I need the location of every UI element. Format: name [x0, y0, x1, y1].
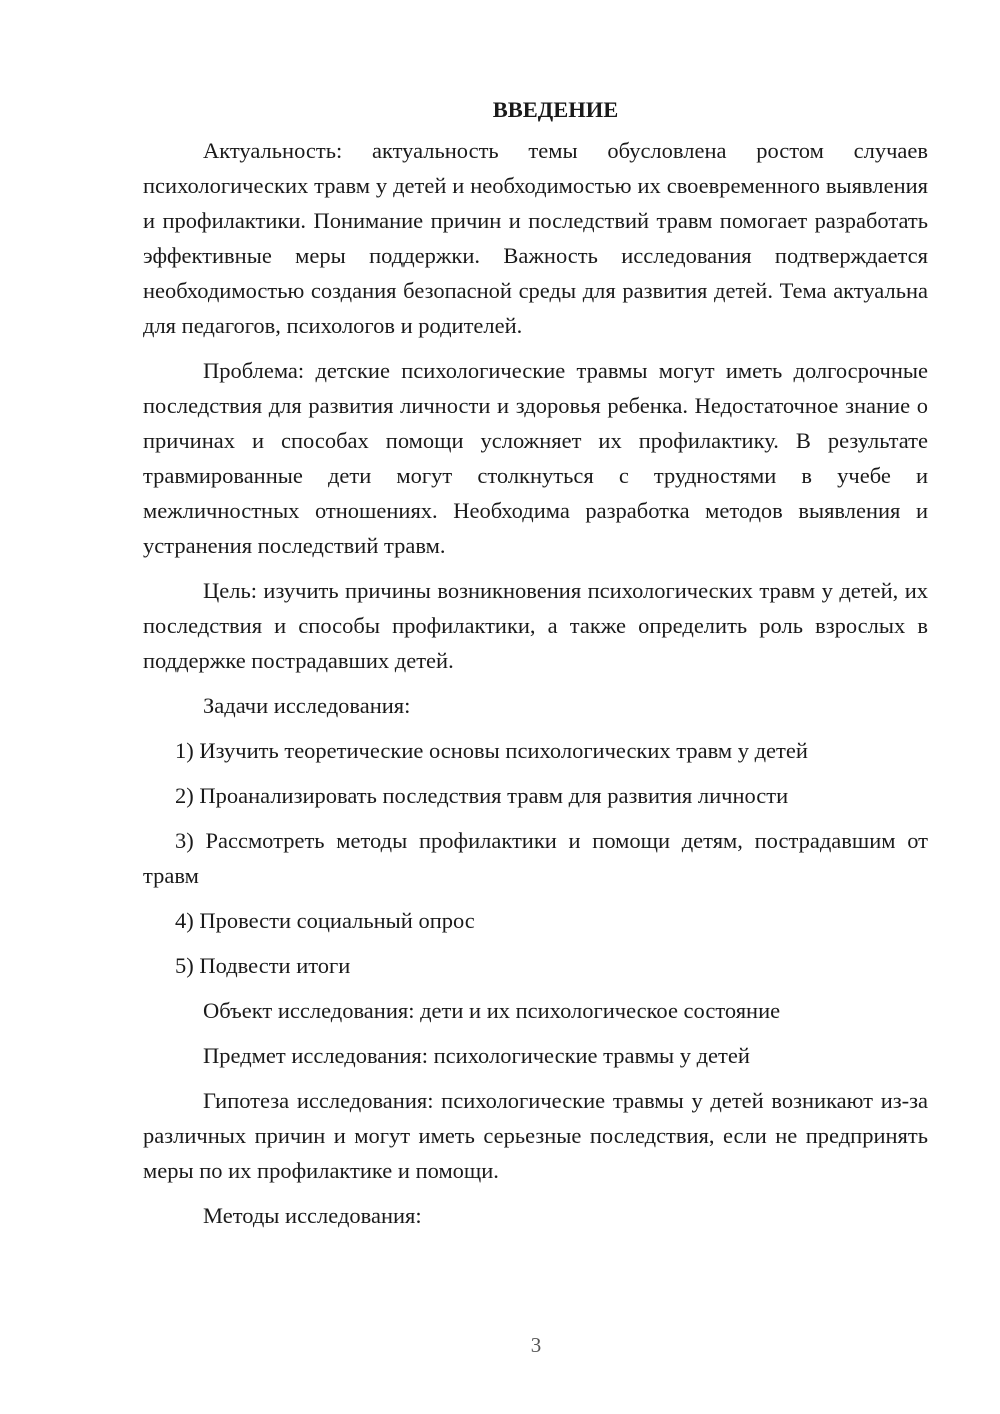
research-object: Объект исследования: дети и их психологическое состояние: [203, 998, 781, 1023]
task-item-2: 2) Проанализировать последствия травм для развития личности: [175, 783, 789, 808]
page-number: 3: [530, 1333, 542, 1357]
task-item-1: 1) Изучить теоретические основы психологических травм у детей: [175, 738, 808, 763]
research-methods: Методы исследования:: [203, 1203, 422, 1228]
tasks-heading: Задачи исследования:: [203, 693, 411, 718]
task-item-5: 5) Подвести итоги: [175, 953, 351, 978]
research-hypothesis: Гипотеза исследования: психологические травмы у детей возникают из-за различных причин и могут иметь серьезные последствия, если не предпринять меры по их профилактике и помощи.: [143, 1088, 928, 1183]
research-subject: Предмет исследования: психологические травмы у детей: [203, 1043, 750, 1068]
goal-paragraph: Цель: изучить причины возникновения психологических травм у детей, их последствия и способы профилактики, а также определить роль взрослых в поддержке пострадавших детей.: [143, 578, 928, 673]
section-title: ВВЕДЕНИЕ: [492, 97, 619, 122]
problem-paragraph: Проблема: детские психологические травмы могут иметь долгосрочные последствия для развития личности и здоровья ребенка. Недостаточное знание о причинах и способах помощи усложняет их профилактику. В результате травмированные дети могут столкнуться с трудностями в учебе и межличностных отношениях. Необходима разработка методов выявления и устранения последствий травм.: [143, 358, 928, 558]
relevance-paragraph: Актуальность: актуальность темы обусловлена ростом случаев психологических травм у детей и необходимостью их своевременного выявления и профилактики. Понимание причин и последствий травм помогает разработать эффективные меры поддержки. Важность исследования подтверждается необходимостью создания безопасной среды для развития детей. Тема актуальна для педагогов, психологов и родителей.: [143, 138, 928, 338]
document-page: [143, 92, 928, 1243]
task-item-4: 4) Провести социальный опрос: [175, 908, 475, 933]
task-item-3: 3) Рассмотреть методы профилактики и помощи детям, пострадавшим от травм: [143, 828, 928, 888]
